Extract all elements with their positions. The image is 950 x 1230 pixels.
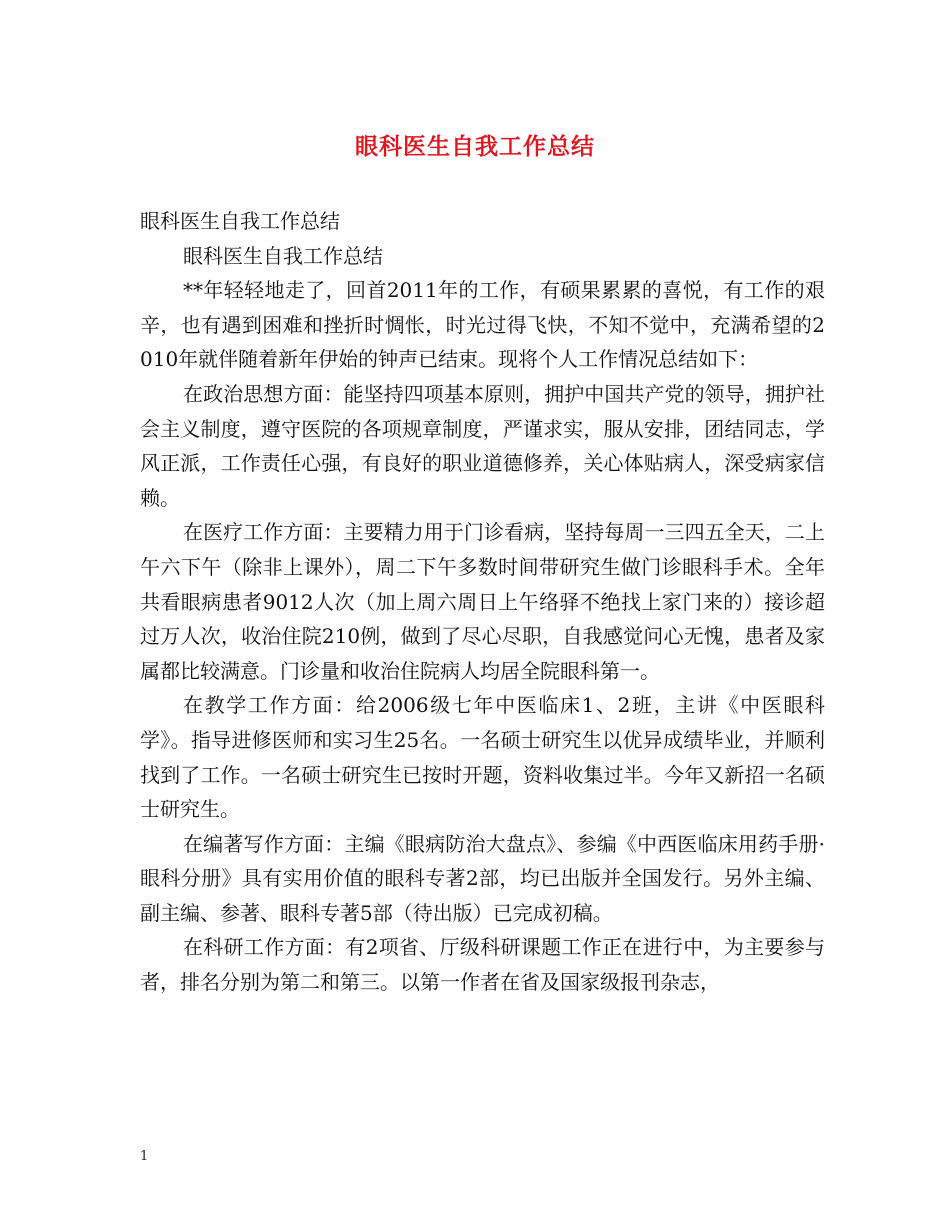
page-title: 眼科医生自我工作总结 <box>355 133 595 160</box>
subheading-paragraph: 眼科医生自我工作总结 <box>183 243 383 268</box>
teaching-paragraph: 在教学工作方面：给2006级七年中医临床1、2班，主讲《中医眼科学》。指导进修医师和实习生25名。一名硕士研究生以优异成绩毕业，并顺利找到了工作。一名硕士研究生已按时开题，资料收集过半。今年又新招一名硕士研究生。 <box>140 693 825 822</box>
research-paragraph: 在科研工作方面：有2项省、厅级科研课题工作正在进行中，为主要参与者，排名分别为第二和第三。以第一作者在省及国家级报刊杂志， <box>140 935 825 995</box>
page-number: 1 <box>140 1149 149 1164</box>
politics-paragraph: 在政治思想方面：能坚持四项基本原则，拥护中国共产党的领导，拥护社会主义制度，遵守医院的各项规章制度，严谨求实，服从安排，团结同志，学风正派，工作责任心强，有良好的职业道德修养，关心体贴病人，深受病家信赖。 <box>140 381 825 510</box>
writing-paragraph: 在编著写作方面：主编《眼病防治大盘点》、参编《中西医临床用药手册·眼科分册》具有实用价值的眼科专著2部，均已出版并全国发行。另外主编、副主编、参著、眼科专著5部（待出版）已完成初稿。 <box>140 831 825 925</box>
document-body <box>140 204 825 1000</box>
heading-paragraph: 眼科医生自我工作总结 <box>140 209 340 233</box>
intro-paragraph: **年轻轻地走了，回首2011年的工作，有硕果累累的喜悦，有工作的艰辛，也有遇到困难和挫折时惆怅，时光过得飞快，不知不觉中，充满希望的2010年就伴随着新年伊始的钟声已结束。现将个人工作情况总结如下： <box>140 278 825 372</box>
medical-work-paragraph: 在医疗工作方面：主要精力用于门诊看病，坚持每周一三四五全天，二上午六下午（除非上课外），周二下午多数时间带研究生做门诊眼科手术。全年共看眼病患者9012人次（加上周六周日上午络驿不绝找上家门来的）接诊超过万人次，收治住院210例，做到了尽心尽职，自我感觉问心无愧，患者及家属都比较满意。门诊量和收治住院病人均居全院眼科第一。 <box>140 520 825 683</box>
